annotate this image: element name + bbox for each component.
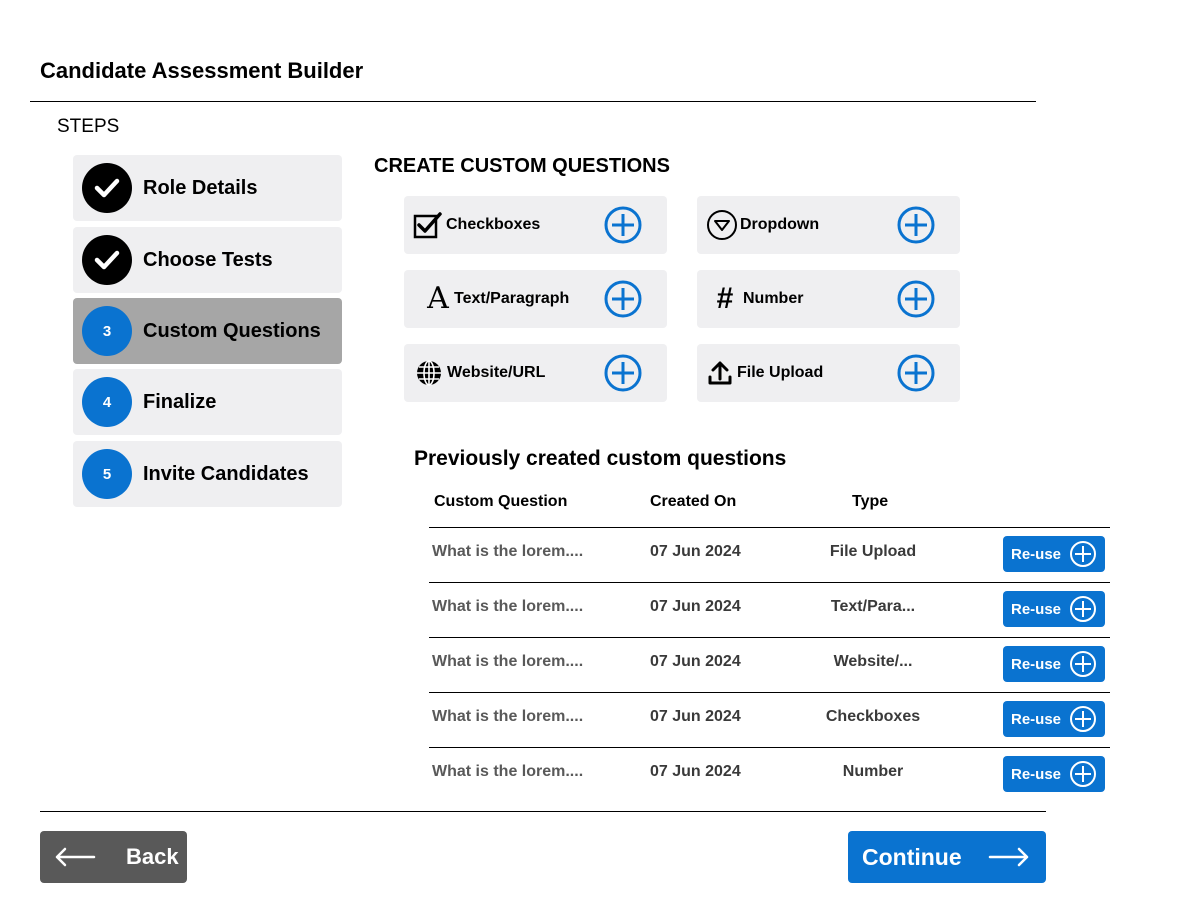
table-row: [429, 582, 1110, 637]
step-label: Finalize: [143, 390, 217, 413]
type-cell: Number: [842, 763, 904, 780]
date-cell: 07 Jun 2024: [650, 653, 741, 670]
step-label: Role Details: [143, 176, 258, 199]
reuse-button[interactable]: [1003, 756, 1105, 792]
question-cell: What is the lorem....: [432, 598, 584, 615]
qtype-label: Text/Paragraph: [454, 290, 570, 307]
step-custom-questions[interactable]: [73, 298, 342, 364]
text-icon: A: [427, 281, 449, 316]
continue-button[interactable]: [848, 831, 1046, 883]
question-cell: What is the lorem....: [432, 708, 584, 725]
check-icon: [82, 235, 132, 285]
reuse-button[interactable]: [1003, 591, 1105, 627]
qtype-checkboxes[interactable]: [404, 196, 667, 254]
plus-circle-icon: [1069, 650, 1097, 678]
step-label: Custom Questions: [143, 319, 321, 342]
add-dropdown-button[interactable]: [897, 206, 935, 244]
step-label: Choose Tests: [143, 248, 273, 271]
page-title: Candidate Assessment Builder: [40, 58, 364, 83]
add-checkboxes-button[interactable]: [604, 206, 642, 244]
check-icon: [82, 163, 132, 213]
step-number-badge: 5: [82, 449, 132, 499]
add-file-upload-button[interactable]: [897, 354, 935, 392]
question-cell: What is the lorem....: [432, 653, 584, 670]
table-row: [429, 527, 1110, 582]
qtype-text-paragraph[interactable]: [404, 270, 667, 328]
footer-divider: [40, 811, 1046, 812]
back-label: Back: [126, 844, 179, 869]
step-label: Invite Candidates: [143, 462, 309, 485]
steps-heading: STEPS: [57, 116, 120, 137]
qtype-website-url[interactable]: [404, 344, 667, 402]
type-cell: Checkboxes: [825, 708, 921, 725]
reuse-label: Re-use: [1011, 600, 1062, 618]
reuse-button[interactable]: [1003, 536, 1105, 572]
type-cell: File Upload: [829, 543, 917, 560]
previous-questions-title: Previously created custom questions: [414, 447, 787, 470]
qtype-label: Website/URL: [447, 364, 546, 381]
step-choose-tests[interactable]: [73, 227, 342, 293]
date-cell: 07 Jun 2024: [650, 598, 741, 615]
plus-circle-icon: [1069, 705, 1097, 733]
globe-icon: [413, 357, 445, 389]
reuse-label: Re-use: [1011, 655, 1062, 673]
type-cell: Website/...: [833, 653, 913, 670]
plus-circle-icon: [1069, 540, 1097, 568]
qtype-label: Number: [743, 290, 804, 307]
column-header-question: Custom Question: [434, 493, 568, 510]
date-cell: 07 Jun 2024: [650, 708, 741, 725]
hash-icon: #: [716, 282, 734, 315]
table-row: [429, 747, 1110, 797]
arrow-left-icon: [54, 847, 96, 867]
step-number-badge: 4: [82, 377, 132, 427]
checkbox-icon: [412, 209, 444, 241]
date-cell: 07 Jun 2024: [650, 763, 741, 780]
add-number-button[interactable]: [897, 280, 935, 318]
add-text-paragraph-button[interactable]: [604, 280, 642, 318]
step-finalize[interactable]: [73, 369, 342, 435]
qtype-label: Dropdown: [740, 216, 820, 233]
question-cell: What is the lorem....: [432, 543, 584, 560]
qtype-dropdown[interactable]: [697, 196, 960, 254]
reuse-label: Re-use: [1011, 710, 1062, 728]
dropdown-icon: [706, 209, 738, 241]
plus-circle-icon: [1069, 595, 1097, 623]
reuse-label: Re-use: [1011, 765, 1062, 783]
step-number-badge: 3: [82, 306, 132, 356]
reuse-button[interactable]: [1003, 701, 1105, 737]
continue-label: Continue: [862, 843, 962, 870]
step-invite-candidates[interactable]: [73, 441, 342, 507]
step-role-details[interactable]: [73, 155, 342, 221]
upload-icon: [705, 357, 735, 389]
qtype-label: Checkboxes: [446, 216, 541, 233]
arrow-right-icon: [988, 847, 1030, 867]
column-header-created-on: Created On: [650, 493, 737, 510]
table-row: [429, 637, 1110, 692]
add-website-url-button[interactable]: [604, 354, 642, 392]
column-header-type: Type: [852, 493, 889, 510]
table-row: [429, 692, 1110, 747]
question-cell: What is the lorem....: [432, 763, 584, 780]
back-button[interactable]: [40, 831, 187, 883]
qtype-label: File Upload: [737, 364, 824, 381]
header-divider: [30, 101, 1036, 102]
reuse-label: Re-use: [1011, 545, 1062, 563]
type-cell: Text/Para...: [830, 598, 916, 615]
plus-circle-icon: [1069, 760, 1097, 788]
date-cell: 07 Jun 2024: [650, 543, 741, 560]
create-section-title: CREATE CUSTOM QUESTIONS: [374, 155, 670, 177]
reuse-button[interactable]: [1003, 646, 1105, 682]
qtype-number[interactable]: [697, 270, 960, 328]
qtype-file-upload[interactable]: [697, 344, 960, 402]
